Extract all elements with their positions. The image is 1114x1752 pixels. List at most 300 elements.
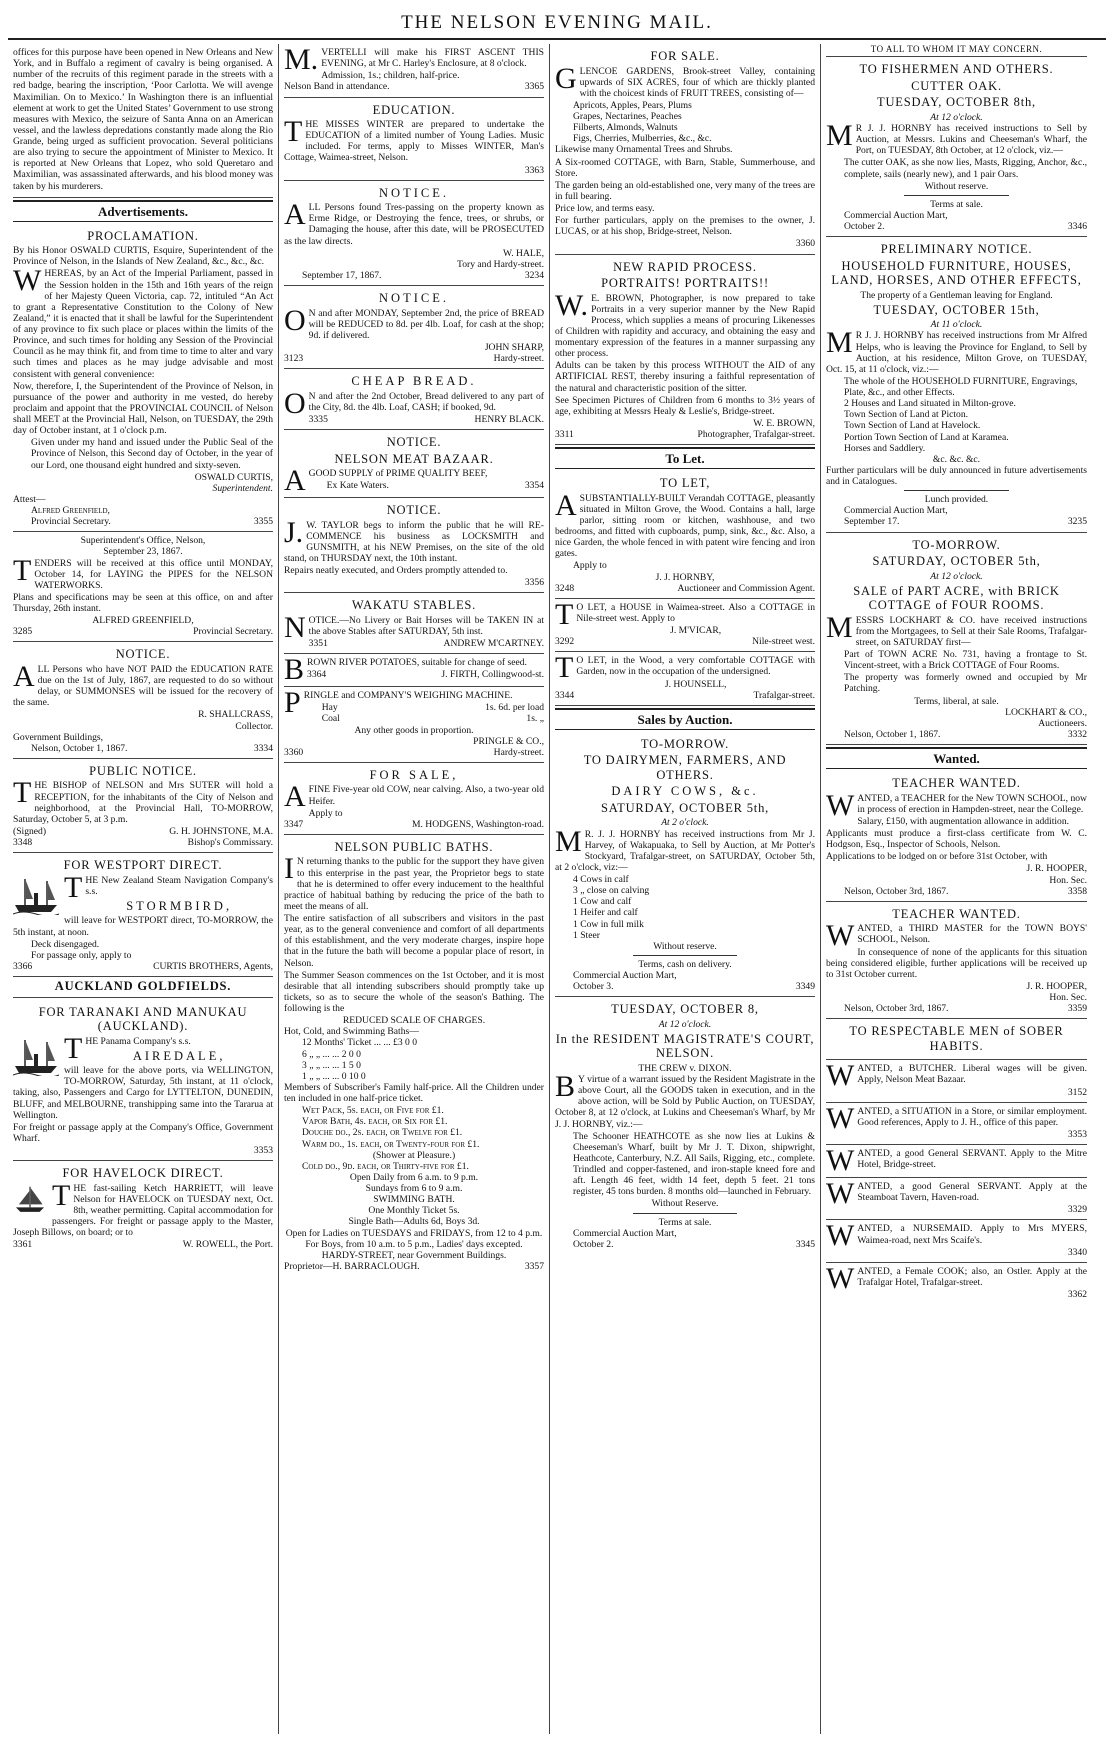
ad-signature: J. M'VICAR,	[670, 625, 722, 637]
price-line: Warm do., 1s. each, or Twenty-four for £1.	[302, 1138, 480, 1150]
price-line: 1 „ „ ... ... 0 10 0	[302, 1070, 366, 1082]
ad-body: ON and after the 2nd October, Bread delivered to any part of the City, 8d. the 4lb. Loaf, CASH; if booked, 9d.	[284, 386, 544, 420]
ad-title: TO DAIRYMEN, FARMERS, AND OTHERS.	[583, 753, 787, 782]
ad-body: ASUBSTANTIALLY-BUILT Verandah COTTAGE, pleasantly situated in Milton Grove, the Wood. Contains a hall, large parlor, sitting room or kitchen, washhouse, and two bedrooms, and fitted with cupboards, pump, sink, &c., &c. Also, a nice Garden, the whole fenced in with patent wire fencing and iron gates.	[555, 488, 815, 560]
ad-reserve: Without reserve.	[653, 940, 717, 952]
ad-body: ON and after MONDAY, September 2nd, the price of BREAD will be REDUCED to 8d. per 4lb. Loaf, for cash at the shop; 9d. if delivered.	[284, 303, 544, 341]
ad-line: Single Bath—Adults 6d, Boys 3d.	[348, 1216, 480, 1228]
ad-body: THE Panama Company's s.s.	[64, 1031, 191, 1065]
ad-address: HARDY-STREET, near Government Buildings.	[321, 1249, 507, 1261]
ad-signature: W. HALE,	[503, 247, 544, 259]
ad-note: Lunch provided.	[924, 494, 989, 506]
ad-wanted-nursemaid	[826, 1220, 1087, 1262]
ad-attest-title: Provincial Secretary.	[31, 516, 111, 528]
ad-signature: G. H. JOHNSTONE, M.A.	[169, 825, 273, 837]
ad-mart: Commercial Auction Mart,	[573, 1227, 677, 1239]
ad-body: ALL Persons who have NOT PAID the EDUCATION RATE due on the 1st of July, 1867, are requested to do so without delay, or SUMMONSES will be issued for the recovery of the same.	[13, 659, 273, 709]
ad-public-baths	[284, 835, 544, 1276]
price-line: Cold do., 9d. each, or Thirty-five for £1.	[302, 1160, 469, 1172]
ad-date: SATURDAY, OCTOBER 5th,	[872, 554, 1041, 569]
ad-signature: W. ROWELL, the Port.	[182, 1239, 273, 1251]
ad-signature-title: Hon. Sec.	[1049, 874, 1087, 886]
ad-body: THE New Zealand Steam Navigation Company's s.s.	[64, 870, 273, 904]
section-heading-advertisements: Advertisements.	[13, 200, 273, 222]
ad-signature-title: Bishop's Commissary.	[187, 837, 273, 849]
ad-time: At 11 o'clock.	[930, 319, 983, 331]
ad-subtitle: THE CREW v. DIXON.	[638, 1062, 732, 1074]
ad-body: AFINE Five-year old COW, near calving. Also, a two-year old Heifer.	[284, 780, 544, 814]
ad-note: Nelson Band in attendance.	[284, 81, 390, 93]
ad-potatoes	[284, 654, 544, 687]
ad-address: Hardy-street.	[493, 353, 544, 364]
ad-date: October 2.	[844, 221, 885, 233]
ad-attest: Attest—	[13, 493, 46, 505]
ad-signature: R. SHALLCRASS,	[198, 709, 273, 721]
ad-title: WAKATU STABLES.	[351, 598, 477, 613]
ad-list-item: Portion Town Section of Land at Karamea.	[844, 431, 1009, 443]
ad-body: Members of Subscriber's Family half-price. All the Children under ten included in one half-price ticket.	[284, 1081, 544, 1104]
ad-signature: CURTIS BROTHERS, Agents,	[153, 960, 273, 972]
ad-title: TEACHER WANTED.	[892, 906, 1021, 921]
ad-number: 3152	[1067, 1086, 1087, 1098]
ad-body: W.E. BROWN, Photographer, is now prepared to take Portraits in a very superior manner by the New Rapid Process, which supplies a means of procuring Likenesses of Children with rapidity and accuracy, and obtaining the easy and momentary expression of the features in a manner surpassing any other process.	[555, 288, 815, 360]
ad-pringle	[284, 687, 544, 763]
ad-teacher-wanted-2	[826, 902, 1087, 1020]
price-label: Hay	[321, 702, 338, 714]
ad-date: October 3.	[573, 981, 614, 993]
ad-date: Nelson, October 1, 1867.	[31, 742, 128, 754]
ad-body: WANTED, a good General SERVANT. Apply to the Mitre Hotel, Bridge-street.	[826, 1145, 1087, 1178]
ad-date: Nelson, October 1, 1867.	[844, 728, 941, 740]
ad-date: Nelson, October 3rd, 1867.	[844, 885, 949, 897]
ad-note: Ex Kate Waters.	[326, 480, 389, 492]
ad-public-notice	[13, 759, 273, 853]
ad-body: MESSRS LOCKHART & CO. have received instructions from the Mortgagees, to Sell at their Sale Rooms, Trafalgar-street, on SATURDAY first—	[826, 610, 1087, 648]
ad-address: Nile-street west.	[752, 636, 815, 648]
price-line: Douche do., 2s. each, or Twelve for £1.	[302, 1127, 463, 1139]
ad-body: TENDERS will be received at this office until MONDAY, October 14, for LAYING the PIPES for the NELSON WATERWORKS.	[13, 553, 273, 591]
ad-body: PRINGLE and COMPANY'S WEIGHING MACHINE.	[284, 687, 513, 720]
ad-number: 3354	[524, 480, 544, 492]
ad-number: 3362	[1067, 1289, 1087, 1301]
news-text: offices for this purpose have been opened in New Orleans and New York, and in Buffalo a regiment of cavalry is being organised. A number of the recruits of this regiment parade in the streets with a red badge, bearing the inscription, ‘Poor Carlotta. We will avenge Maximilian. On to Mexico.’ In Washington there is an influential element at work to get the United States’ Government to use strong measures with Mexico, the seizure of Santa Anna on an American vessel, and the lawless depredations constantly made along the Rio Grande, being urged as sufficient provocation. Several politicians are also trying to secure the appointment of Minister to Mexico. It is reported at New Orleans that Lopez, who sold Queretaro and Maximilian, was assassinated afterwards, and his blood money was taken by his murderers.	[13, 47, 273, 192]
ad-title: FOR SALE.	[650, 49, 720, 63]
ad-signature: HENRY BLACK.	[474, 413, 544, 425]
ad-mart: Commercial Auction Mart,	[844, 209, 948, 221]
ad-body: TO LET, in the Wood, a very comfortable COTTAGE with Garden, now in the occupation of the undersigned.	[555, 652, 815, 685]
ad-title: PUBLIC NOTICE.	[89, 763, 197, 778]
ad-date: September 17, 1867.	[302, 269, 382, 281]
ad-body: M.VERTELLI will make his FIRST ASCENT THIS EVENING, at Mr C. Harley's Enclosure, at 8 o'clock.	[284, 44, 544, 76]
ad-title: In the RESIDENT MAGISTRATE'S COURT, NELSON.	[555, 1031, 815, 1061]
ad-body: For further particulars, apply on the premises to the owner, J. LUCAS, or at his shop, Bridge-street, Nelson.	[555, 215, 815, 238]
ad-list-item: The whole of the HOUSEHOLD FURNITURE, Engravings, Plate, &c., and other Effects.	[844, 375, 1078, 399]
ad-signature: ANDREW M'CARTNEY.	[443, 638, 544, 649]
ad-body: Plans and specifications may be seen at this office, on and after Thursday, 26th instant.	[13, 591, 273, 615]
ad-body: BROWN RIVER POTATOES, suitable for change of seed.	[284, 654, 527, 687]
ad-attest-name: Alfred Greenfield,	[31, 505, 110, 517]
ad-time: At 12 o'clock.	[930, 111, 983, 123]
ad-note: (Shower at Pleasure.)	[372, 1149, 456, 1161]
ad-body: MR J. J. HORNBY has received instructions to Sell by Auction, at Messrs. Lukins and Cheeseman's Wharf, the Port, on TUESDAY, 8th October, at 12 o'clock, viz.—	[826, 119, 1087, 157]
price-label: Coal	[321, 713, 340, 725]
price-line: 12 Months' Ticket ... ... £3 0 0	[302, 1037, 418, 1049]
ad-to-let-house	[555, 599, 815, 653]
ad-number: 3340	[1067, 1246, 1087, 1258]
ad-body: Now, therefore, I, the Superintendent of the Province of Nelson, in pursuance of the power and authority in me vested, do hereby proclaim and appoint that the PROVINCIAL COUNCIL of Nelson shall MEET at the Provincial Hall, Nelson, on TUESDAY, the 29th day of October instant, at 1 o'clock p.m.	[13, 380, 273, 437]
ad-number: 3347	[284, 818, 304, 830]
ad-body: THE fast-sailing Ketch HARRIETT, will leave Nelson for HAVELOCK on TUESDAY next, Oct. 8th, weather permitting. Capital accommodation for passengers. For freight or passage apply to the Master, Joseph Billows, on board; or to	[13, 1178, 273, 1239]
ad-wanted-cook	[826, 1263, 1087, 1304]
ad-number: 3358	[1067, 885, 1087, 897]
ad-title: TO FISHERMEN AND OTHERS.	[859, 62, 1054, 77]
ad-subtitle: SWIMMING BATH.	[373, 1194, 455, 1206]
ad-concern: TO ALL TO WHOM IT MAY CONCERN.	[826, 44, 1087, 57]
ad-signature: PRINGLE & CO.,	[473, 735, 544, 747]
ad-body: See Specimen Pictures of Children from 6 months to 3½ years of age, exhibiting at Messrs Healy & Leslie's, Bridge-street.	[555, 394, 815, 417]
ad-list-item: 3 „ close on calving	[573, 885, 650, 897]
ad-signature: J. R. HOOPER,	[1026, 980, 1087, 992]
ad-list-item: Town Section of Land at Picton.	[844, 409, 969, 421]
ad-list-item: 1 Heifer and calf	[573, 907, 638, 919]
ad-title: SALE of PART ACRE, with BRICK COTTAGE of FOUR ROOMS.	[853, 583, 1060, 613]
ad-place: Government Buildings,	[13, 731, 104, 743]
ad-to-let-wood	[555, 652, 815, 706]
ad-body: Repairs neatly executed, and Orders promptly attended to.	[284, 565, 508, 576]
ad-body: Applicants must produce a first-class certificate from W. C. Hodgson, Esq., Inspector of Schools, Nelson.	[826, 828, 1087, 851]
ad-reserve: Without reserve.	[924, 180, 989, 192]
ad-number: 3365	[524, 81, 544, 93]
ad-number: 3248	[555, 582, 575, 594]
ad-number: 3357	[524, 1260, 544, 1272]
ad-magistrate-court	[555, 997, 815, 1254]
ad-time: At 2 o'clock.	[661, 817, 709, 829]
ad-title: NEW RAPID PROCESS.	[613, 259, 757, 274]
ad-title: TO RESPECTABLE MEN of SOBER HABITS.	[849, 1024, 1064, 1053]
price-line: 3 „ „ ... ... 1 5 0	[302, 1059, 361, 1071]
ad-hours: Open Daily from 6 a.m. to 9 p.m.	[349, 1171, 479, 1183]
ad-body: J.W. TAYLOR begs to inform the public that he will RE-COMMENCE his business as LOCKSMITH and GUNSMITH, at his NEW Premises, on the site of the old stand, on THURSDAY next, the 10th instant.	[284, 515, 544, 564]
ad-teacher-wanted	[826, 771, 1087, 902]
ad-tomorrow: TO-MORROW.	[912, 537, 1001, 552]
ad-number: 3363	[524, 164, 544, 176]
ad-body: WANTED, a TEACHER for the New TOWN SCHOOL, now in process of erection in Hampden-street, near the College.	[826, 788, 1087, 822]
ad-body: Part of TOWN ACRE No. 731, having a frontage to St. Vincent-street, with a Brick COTTAGE of Four Rooms.	[844, 649, 1087, 672]
ad-subtitle: REDUCED SCALE OF CHARGES.	[342, 1015, 486, 1027]
ad-note: Deck disengaged.	[31, 938, 100, 950]
ad-number: 3348	[13, 837, 33, 849]
ad-title: NOTICE.	[379, 185, 449, 200]
sailing-ship-icon	[13, 1183, 47, 1217]
ad-signature: J. HOUNSELL,	[664, 678, 727, 690]
ad-heading-goldfields: AUCKLAND GOLDFIELDS.	[13, 979, 273, 998]
ad-signature-title: Hon. Sec.	[1049, 992, 1087, 1004]
ad-body: Given under my hand and issued under the Public Seal of the Province of Nelson, this Second day of October, in the year of our Lord, one thousand eight hundred and sixty-seven.	[31, 437, 273, 471]
masthead: THE NELSON EVENING MAIL.	[8, 6, 1106, 40]
ad-body: NOTICE.—No Livery or Bait Horses will be TAKEN IN at the above Stables after SATURDAY, 5th inst.	[284, 610, 544, 644]
divider	[904, 195, 1008, 196]
ad-apply: Apply to	[308, 807, 343, 819]
ad-terms: Terms, cash on delivery.	[638, 958, 732, 970]
ad-number: 3329	[1067, 1204, 1087, 1216]
ad-subtitle: NELSON MEAT BAZAAR.	[334, 451, 494, 466]
steamship-icon	[13, 875, 59, 915]
divider	[633, 1213, 737, 1214]
ad-signed: (Signed)	[13, 825, 47, 837]
price-value: 1s. 6d. per load	[485, 702, 544, 714]
ad-tomorrow: TO-MORROW.	[640, 736, 730, 751]
ad-westport	[13, 853, 273, 977]
ad-body: MR. J. J. HORNBY has received instructions from Mr J. Harvey, of Wakapuaka, to Sell by Auction, at Mr Potter's Stockyard, Trafalgar-street, on SATURDAY, October 5th, at 2 o'clock, viz:—	[555, 824, 815, 873]
ad-signature: J. J. HORNBY,	[655, 571, 715, 583]
ad-subtitle: DAIRY COWS, &c.	[611, 784, 759, 799]
ad-mart: Commercial Auction Mart,	[844, 505, 948, 517]
ad-signature-title: Auctioneer and Commission Agent.	[677, 582, 815, 594]
ad-number: 3345	[795, 1238, 815, 1250]
ad-title: NOTICE.	[386, 503, 442, 517]
price-line: 6 „ „ ... ... 2 0 0	[302, 1048, 361, 1060]
ad-wanted-servant	[826, 1145, 1087, 1178]
ad-bread	[284, 286, 544, 369]
ad-title: FOR HAVELOCK DIRECT.	[62, 1166, 224, 1181]
ad-terms: Terms at sale.	[930, 198, 983, 210]
ad-preliminary-notice	[826, 237, 1087, 532]
ad-title: PRELIMINARY NOTICE.	[880, 242, 1033, 257]
ad-hours: Sundays from 6 to 9 a.m.	[365, 1183, 463, 1194]
ad-time: At 12 o'clock.	[658, 1018, 712, 1030]
divider	[904, 490, 1008, 491]
ad-list-item: Horses and Saddlery.	[844, 442, 926, 454]
ad-wakatu	[284, 593, 544, 654]
ad-number: 3355	[253, 516, 273, 528]
ad-date: September 17.	[844, 516, 900, 528]
ad-title: FOR TARANAKI AND MANUKAU (AUCKLAND).	[38, 1004, 248, 1034]
ad-wanted-butcher	[826, 1060, 1087, 1102]
ad-list-item: Filberts, Almonds, Walnuts	[573, 122, 678, 134]
ad-education-rate	[13, 642, 273, 759]
ad-number: 3353	[253, 1145, 273, 1157]
ad-list-item: Grapes, Nectarines, Peaches	[573, 111, 682, 122]
ad-title: EDUCATION.	[372, 102, 456, 117]
section-heading-sales-by-auction: Sales by Auction.	[555, 708, 815, 730]
ad-tenders	[13, 532, 273, 642]
ad-number: 3349	[795, 981, 815, 993]
ad-glencoe-gardens	[555, 44, 815, 255]
ad-signature: OSWALD CURTIS,	[194, 471, 273, 483]
ad-education	[284, 98, 544, 181]
ad-title: PROCLAMATION.	[87, 228, 199, 243]
price-line: Wet Pack, 5s. each, or Five for £1.	[302, 1105, 444, 1117]
ad-body: Further particulars will be duly announced in future advertisements and in Catalogues.	[826, 464, 1087, 488]
ad-meat-bazaar	[284, 430, 544, 498]
ad-number: 3366	[13, 960, 33, 972]
ad-body: MR J. J. HORNBY has received instructions from Mr Alfred Helps, who is leaving the Province for England, to Sell by Auction, at his residence, Milton Grove, on TUESDAY, Oct. 15, at 11 o'clock, viz.:—	[826, 326, 1087, 375]
ad-title: NELSON PUBLIC BATHS.	[334, 839, 494, 854]
ad-intro: By his Honor OSWALD CURTIS, Esquire, Superintendent of the Province of Nelson, in the Islands of New Zealand, &c., &c., &c.	[13, 245, 273, 268]
ad-number: 3353	[1067, 1128, 1087, 1140]
ad-number: 3364	[307, 669, 327, 681]
ad-body: The entire satisfaction of all subscribers and visitors in the past year, as to the general convenience and comfort of all departments of this establishment, and the very moderate charges, inspire hope that in the future the bath will become a popular place of resort, in Nelson.	[284, 913, 544, 969]
ad-body: WANTED, a THIRD MASTER for the TOWN BOYS' SCHOOL, Nelson.	[826, 919, 1087, 953]
ad-part-acre	[826, 533, 1087, 746]
ad-body: For freight or passage apply at the Company's Office, Government Wharf.	[13, 1121, 273, 1144]
ad-hours: For Boys, from 10 a.m. to 5 p.m., Ladies' days excepted.	[305, 1238, 523, 1250]
ad-terms: Terms, liberal, at sale.	[914, 695, 999, 707]
ship-name: AIREDALE,	[132, 1048, 226, 1063]
ad-note: The property of a Gentleman leaving for England.	[860, 289, 1053, 301]
steamship-icon	[13, 1036, 59, 1076]
ad-cheap-bread	[284, 369, 544, 430]
ad-body: The property was formerly owned and occupied by Mr Patching.	[844, 672, 1087, 695]
ad-cutter-oak	[826, 57, 1087, 237]
ad-list-item: 2 Houses and Land situated in Milton-grove.	[844, 398, 1016, 410]
ad-line: One Monthly Ticket 5s.	[368, 1205, 460, 1217]
ad-date: October 2.	[573, 1238, 614, 1250]
ad-trespass	[284, 181, 544, 286]
ad-title: CHEAP BREAD.	[351, 374, 477, 389]
column-3	[550, 44, 821, 1734]
ad-list-item: Figs, Cherries, Mulberries, &c., &c.	[573, 133, 712, 145]
ad-number: 3351	[308, 638, 328, 649]
ad-admission: Admission, 1s.; children, half-price.	[321, 70, 460, 82]
ad-number: 3359	[1067, 1003, 1087, 1015]
ad-body: The garden being an old-established one, very many of the trees are in full bearing.	[555, 179, 815, 202]
ad-number: 3360	[795, 238, 815, 250]
price-line: Vapor Bath, 4s. each, or Six for £1.	[302, 1116, 448, 1128]
ad-list-item: 1 Cow and calf	[573, 896, 632, 908]
section-heading-wanted: Wanted.	[826, 747, 1087, 769]
ad-number: 3360	[284, 746, 304, 758]
ad-wanted-servant-2	[826, 1178, 1087, 1220]
ad-body: ALL Persons found Tres-passing on the property known as Erme Ridge, or Destroying the fence, trees, or shrubs, or Damaging the house, after this date, will be PROSECUTED as the law directs.	[284, 198, 544, 247]
ad-signature: LOCKHART & CO.,	[1005, 706, 1087, 718]
ad-address: Photographer, Trafalgar-street.	[697, 429, 815, 440]
ad-mart: Commercial Auction Mart,	[573, 970, 677, 982]
ad-havelock	[13, 1161, 273, 1254]
ad-number: 3311	[555, 429, 574, 440]
ad-signature: M. HODGENS, Washington-road.	[411, 818, 544, 830]
ad-signature: J. FIRTH, Collingwood-st.	[441, 669, 544, 681]
ad-subtitle: CUTTER OAK.	[911, 78, 1002, 93]
ad-time: At 12 o'clock.	[930, 570, 983, 582]
ad-body: WANTED, a Female COOK; also, an Ostler. Apply at the Trafalgar Hotel, Trafalgar-street.	[826, 1262, 1087, 1295]
ad-signature: JOHN SHARP,	[484, 341, 544, 353]
ad-dairy-cows	[555, 732, 815, 997]
ad-subtitle: PORTRAITS! PORTRAITS!!	[601, 276, 769, 290]
ad-signature: ALFRED GREENFIELD,	[92, 615, 194, 627]
ad-number: 3334	[253, 742, 273, 754]
ad-hours: Open for Ladies on TUESDAYS and FRIDAYS, from 12 to 4 p.m.	[285, 1227, 543, 1239]
ad-line: Hot, Cold, and Swimming Baths—	[284, 1026, 419, 1038]
news-article	[13, 44, 273, 198]
ad-taylor	[284, 498, 544, 593]
ad-signature-title: Collector.	[235, 720, 273, 732]
price-value: 1s. „	[526, 713, 544, 725]
ad-address: Tory and Hardy-street.	[457, 258, 544, 270]
ad-body: will leave for the above ports, via WELLINGTON, TO-MORROW, Saturday, 5th instant, at 11 o'clock, taking, also, Passengers and Cargo for LYTTELTON, DUNEDIN, BLUFF, and MELBOURNE, transhipping same into the Tararua at Wellington.	[13, 1065, 273, 1121]
ad-number: 3235	[1067, 516, 1087, 528]
ship-name: STORMBIRD,	[126, 898, 233, 913]
ad-body: In consequence of none of the applicants for this situation being considered eligible, further applications will be received up to 31st October current.	[826, 946, 1087, 980]
ad-cow-sale	[284, 763, 544, 835]
divider	[633, 955, 737, 956]
ad-body: The Schooner HEATHCOTE as she now lies at Lukins & Cheeseman's Wharf, built by Mr J. T. Dixon, shipwright, Heathcote, Canterbury, N.Z. All Sails, Rigging, etc., complete. Trindled and copper-fastened, and iron-staple kneed fore and aft. Length 46 feet, width 14 feet, depth 5 feet. 21 tons register, 45 tons burden. 8 months old—launched in February.	[573, 1130, 815, 1198]
ad-address: Trafalgar-street.	[753, 689, 815, 701]
ad-body: AGOOD SUPPLY of PRIME QUALITY BEEF,	[284, 464, 488, 497]
ad-note: Any other goods in proportion.	[354, 724, 474, 736]
ad-number: 3361	[13, 1239, 33, 1251]
ad-number: 3123	[284, 353, 304, 364]
ad-body: WANTED, a good General SERVANT. Apply at the Steamboat Tavern, Haven-road.	[826, 1178, 1087, 1211]
ad-number: 3292	[555, 636, 575, 648]
ad-body: WHEREAS, by an Act of the Imperial Parliament, passed in the Session holden in the 15th and 16th years of the reign of her Majesty Queen Victoria, cap. 72, intituled “An Act to grant a Representative Constitution to the Colony of New Zealand,” it is enacted that it shall be lawful for the Superintendent of any province to fix such place or places within the limits of the Province, and such times for holding any Session of the Provincial Council as he may think fit, and from time to time to alter and vary such times and places as he may judge advisable and most consistent with general convenience:	[13, 264, 273, 380]
ad-body: Adults can be taken by this process WITHOUT the AID of any ARTIFICIAL REST, thereby insuring a faithful representation of the natural and characteristic position of the sitter.	[555, 360, 815, 394]
ad-number: 3234	[524, 269, 544, 281]
ad-body: A Six-roomed COTTAGE, with Barn, Stable, Summerhouse, and Store.	[555, 156, 815, 179]
ad-number: 3356	[524, 577, 544, 589]
ad-vertelli	[284, 44, 544, 98]
ad-body: TO LET, a HOUSE in Waimea-street. Also a COTTAGE in Nile-street west. Apply to	[555, 598, 815, 631]
ad-sober-habits	[826, 1019, 1087, 1060]
ad-signature: Proprietor—H. BARRACLOUGH.	[284, 1260, 420, 1272]
ad-date: TUESDAY, OCTOBER 8th,	[877, 95, 1036, 110]
column-4	[821, 44, 1092, 1734]
ad-taranaki	[13, 1000, 273, 1162]
ad-apply: Apply to	[573, 560, 607, 572]
ad-title: NOTICE.	[379, 291, 449, 305]
ad-body: BY virtue of a warrant issued by the Resident Magistrate in the above Court, all the GOODS taken in execution, and in the above action, will be Sold by Public Auction, on TUESDAY, October 8, at 12 o'clock, at Lukins and Cheeseman's Wharf, by Mr J. J. HORNBY, viz.:—	[555, 1070, 815, 1130]
column-2	[279, 44, 550, 1734]
ad-body: will leave for WESTPORT direct, TO-MORROW, the 5th instant, at noon.	[13, 915, 273, 938]
ad-to-let-cottage	[555, 471, 815, 599]
ad-number: 3285	[13, 626, 33, 638]
ad-body: Salary, £150, with augmentation allowance in addition.	[857, 815, 1070, 827]
ad-title: TEACHER WANTED.	[892, 776, 1021, 791]
ad-body: Price low, and terms easy.	[555, 203, 655, 214]
ad-list-item: 1 Steer	[573, 929, 600, 941]
ad-list-item: &c. &c. &c.	[932, 453, 981, 465]
column-1	[8, 44, 279, 1734]
ad-signature-title: Provincial Secretary.	[193, 626, 273, 638]
ad-body: IN returning thanks to the public for the support they have given to this enterprise in the past year, the Proprietor begs to state that he is determined to offer every inducement to the healthful practice of habitual bathing by reducing the price of the bath to meet the means of all.	[284, 852, 544, 912]
ad-place: Superintendent's Office, Nelson,	[80, 535, 206, 547]
ad-title: NOTICE.	[115, 647, 171, 662]
ad-title: FOR WESTPORT DIRECT.	[63, 858, 223, 873]
ad-number: 3346	[1067, 221, 1087, 233]
ad-date: SATURDAY, OCTOBER 5th,	[600, 800, 770, 815]
ad-title: NOTICE.	[386, 435, 442, 449]
ad-body: WANTED, a BUTCHER. Liberal wages will be given. Apply, Nelson Meat Bazaar.	[826, 1060, 1087, 1093]
ad-number: 3335	[308, 413, 328, 425]
ad-body: Likewise many Ornamental Trees and Shrubs.	[555, 144, 733, 156]
ad-reserve: Without Reserve.	[651, 1198, 719, 1210]
ad-body: The Summer Season commences on the 1st October, and it is most desirable that all intending subscribers should promptly take up tickets, so as to secure the whole of the season's Bathing. The following is the	[284, 969, 544, 1014]
section-heading-to-let: To Let.	[555, 447, 815, 469]
ad-body: GLENCOE GARDENS, Brook-street Valley, containing upwards of SIX ACRES, four of which are thickly planted with the choicest kinds of FRUIT TREES, consisting of—	[555, 61, 815, 99]
ad-terms: Terms at sale.	[658, 1216, 712, 1228]
ad-list-item: Town Section of Land at Havelock.	[844, 420, 981, 432]
ad-title: FOR SALE,	[369, 767, 459, 782]
ad-list-item: 4 Cows in calf	[573, 874, 629, 886]
ad-body: WANTED, a SITUATION in a Store, or similar employment. Good references, Apply to J. H., office of this paper.	[826, 1102, 1087, 1135]
ad-number: 3344	[555, 689, 575, 701]
ad-number: 3332	[1067, 728, 1087, 740]
ad-photographer	[555, 255, 815, 446]
ad-date: TUESDAY, OCTOBER 15th,	[873, 302, 1040, 317]
ad-body: Applications to be lodged on or before 31st October, with	[826, 851, 1048, 863]
ad-date: Nelson, October 3rd, 1867.	[844, 1003, 949, 1015]
ad-body: THE BISHOP of NELSON and Mrs SUTER will hold a RECEPTION, for the inhabitants of the City of Nelson and neighborhood, at the Provincial Hall, TO-MORROW, Saturday, October 5, at 3 p.m.	[13, 776, 273, 825]
